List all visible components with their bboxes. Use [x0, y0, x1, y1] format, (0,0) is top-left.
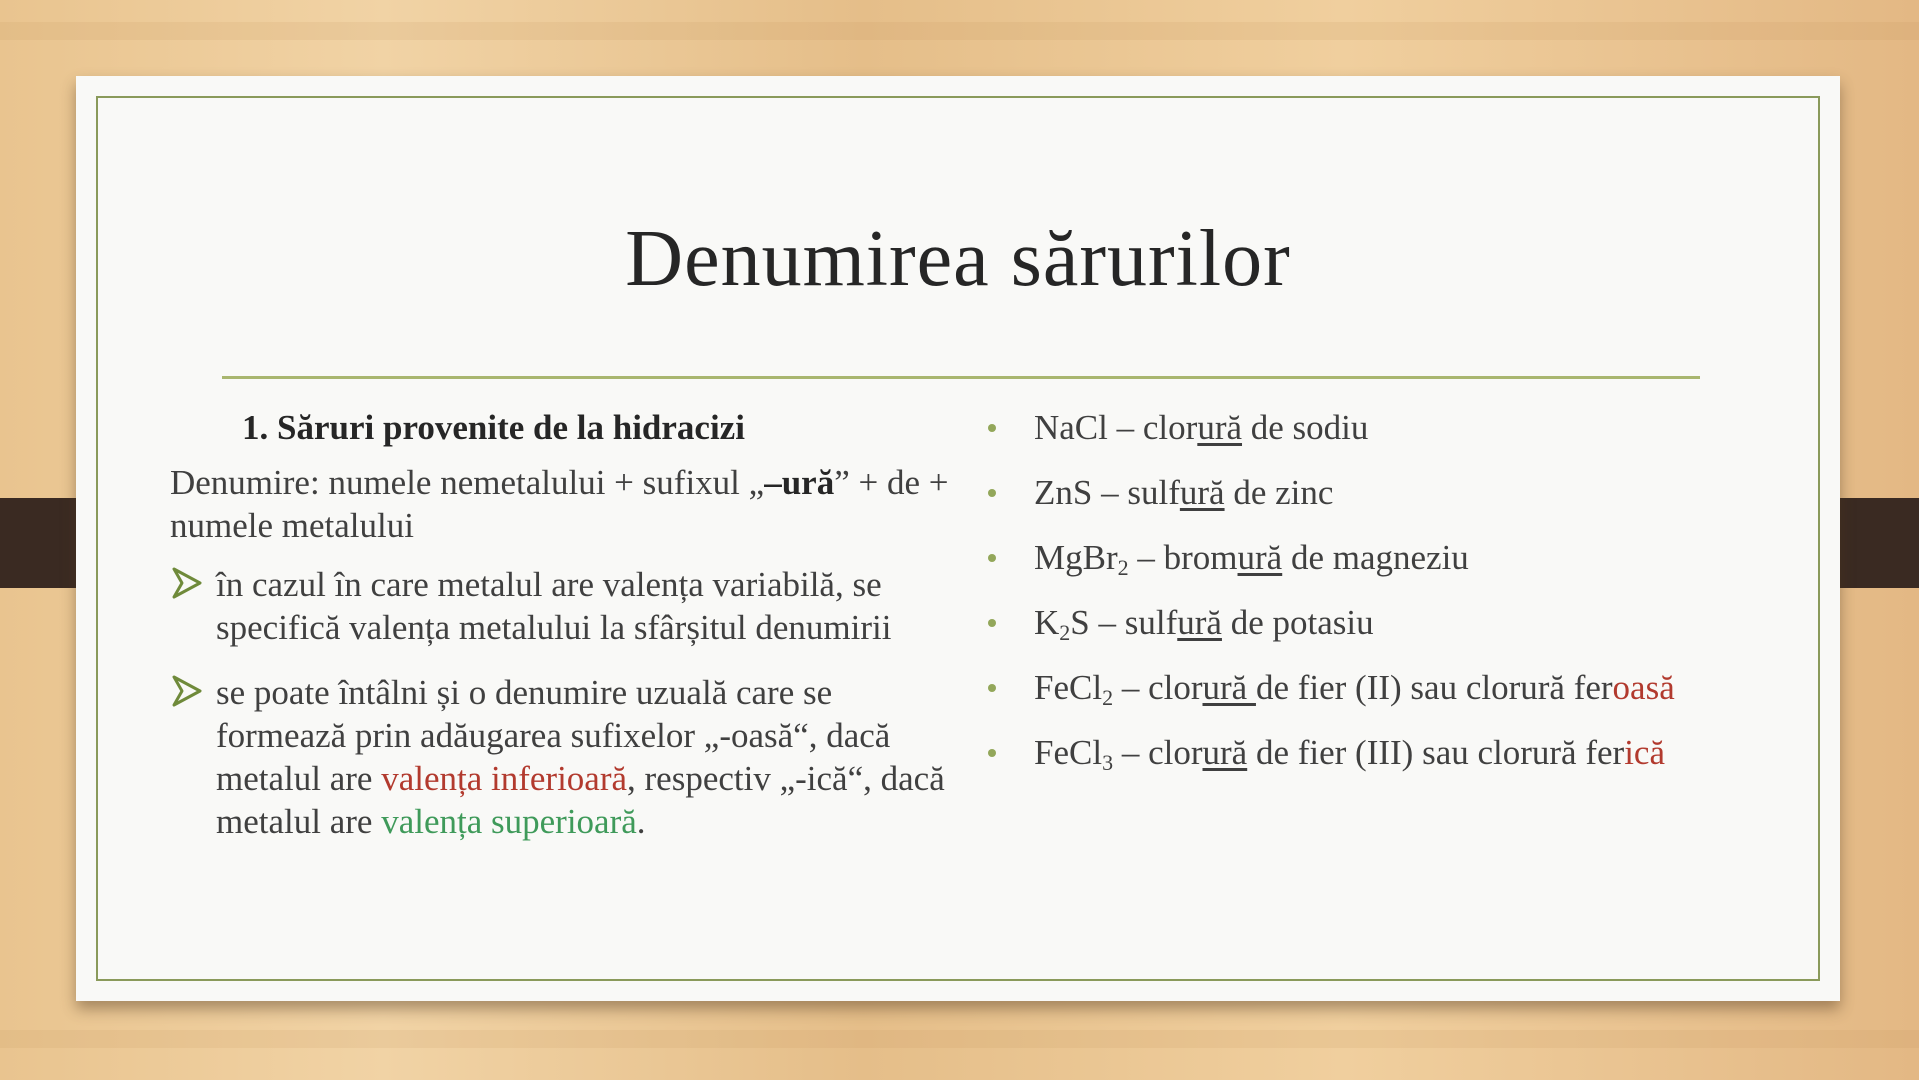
wood-texture [0, 1030, 1919, 1048]
arrow-bullet [170, 563, 950, 649]
suffix-red: ică [1624, 733, 1665, 772]
suffix-underlined: ură [1202, 733, 1248, 772]
definition-label: Denumire: [170, 463, 320, 502]
definition-suffix: –ură [764, 463, 835, 502]
suffix-red: oasă [1612, 668, 1675, 707]
arrow-bullet-text: se poate întâlni și o denumire uzuală care se formează prin adăugarea sufixelor „-oasă“, dacă metalul are [216, 673, 891, 798]
bullet-dot-icon [988, 749, 996, 757]
arrow-bullet [170, 671, 950, 843]
example-text: – sulf [1092, 473, 1180, 512]
example-text: de potasiu [1221, 603, 1374, 642]
example-text: de magneziu [1282, 538, 1469, 577]
formula: S [1070, 603, 1090, 642]
bullet-dot-icon [988, 619, 996, 627]
example-text: – clor [1113, 668, 1203, 707]
section-heading: 1. Săruri provenite de la hidracizi [242, 408, 745, 447]
suffix-underlined: ură [1237, 538, 1283, 577]
arrow-bullet-text: , respectiv „-ică“, dacă metalul are [216, 759, 945, 841]
formula: FeCl [1034, 668, 1103, 707]
formula: MgBr [1034, 538, 1118, 577]
definition [170, 461, 950, 547]
example-text: de fier (III) sau clorură fer [1247, 733, 1625, 772]
formula: ZnS [1034, 473, 1093, 512]
definition-text-2: ” + de + numele metalului [170, 463, 949, 545]
example-item [988, 731, 1708, 774]
arrow-bullet-text: în cazul în care metalul are valența variabilă, se specifică valența metalului la sfârșitul denumirii [216, 565, 892, 647]
formula: K [1034, 603, 1060, 642]
superior-valence-text: valența superioară [381, 802, 637, 841]
slide-title: Denumirea sărurilor [625, 215, 1291, 303]
bullet-dot-icon [988, 489, 996, 497]
example-text: – clor [1113, 733, 1203, 772]
formula: FeCl [1034, 733, 1103, 772]
subscript: 2 [1059, 620, 1071, 645]
arrow-bullet-icon [170, 565, 204, 601]
arrow-bullet-text: . [636, 802, 646, 841]
example-item [988, 601, 1708, 644]
example-item [988, 406, 1708, 449]
slide [76, 76, 1840, 1001]
example-text: – clor [1107, 408, 1198, 447]
right-column [988, 406, 1708, 796]
example-text: de fier (II) sau clorură fer [1255, 668, 1613, 707]
left-column [170, 406, 950, 865]
title-rule [222, 376, 1700, 379]
bullet-dot-icon [988, 424, 996, 432]
example-item [988, 536, 1708, 579]
suffix-underlined: ură [1202, 668, 1256, 707]
example-text: de zinc [1224, 473, 1334, 512]
bullet-dot-icon [988, 554, 996, 562]
subscript: 2 [1117, 555, 1129, 580]
arrow-bullet-icon [170, 673, 204, 709]
suffix-underlined: ură [1177, 603, 1222, 642]
example-text: de sodiu [1242, 408, 1369, 447]
bullet-dot-icon [988, 684, 996, 692]
example-item [988, 471, 1708, 514]
formula: NaCl [1034, 408, 1108, 447]
suffix-underlined: ură [1197, 408, 1243, 447]
example-item [988, 666, 1708, 709]
wood-texture [0, 22, 1919, 40]
subscript: 3 [1102, 750, 1114, 775]
suffix-underlined: ură [1179, 473, 1225, 512]
definition-text-1: numele nemetalului + sufixul „ [319, 463, 765, 502]
example-text: – sulf [1089, 603, 1178, 642]
example-text: – brom [1128, 538, 1238, 577]
inferior-valence-text: valența inferioară [381, 759, 628, 798]
subscript: 2 [1102, 685, 1114, 710]
